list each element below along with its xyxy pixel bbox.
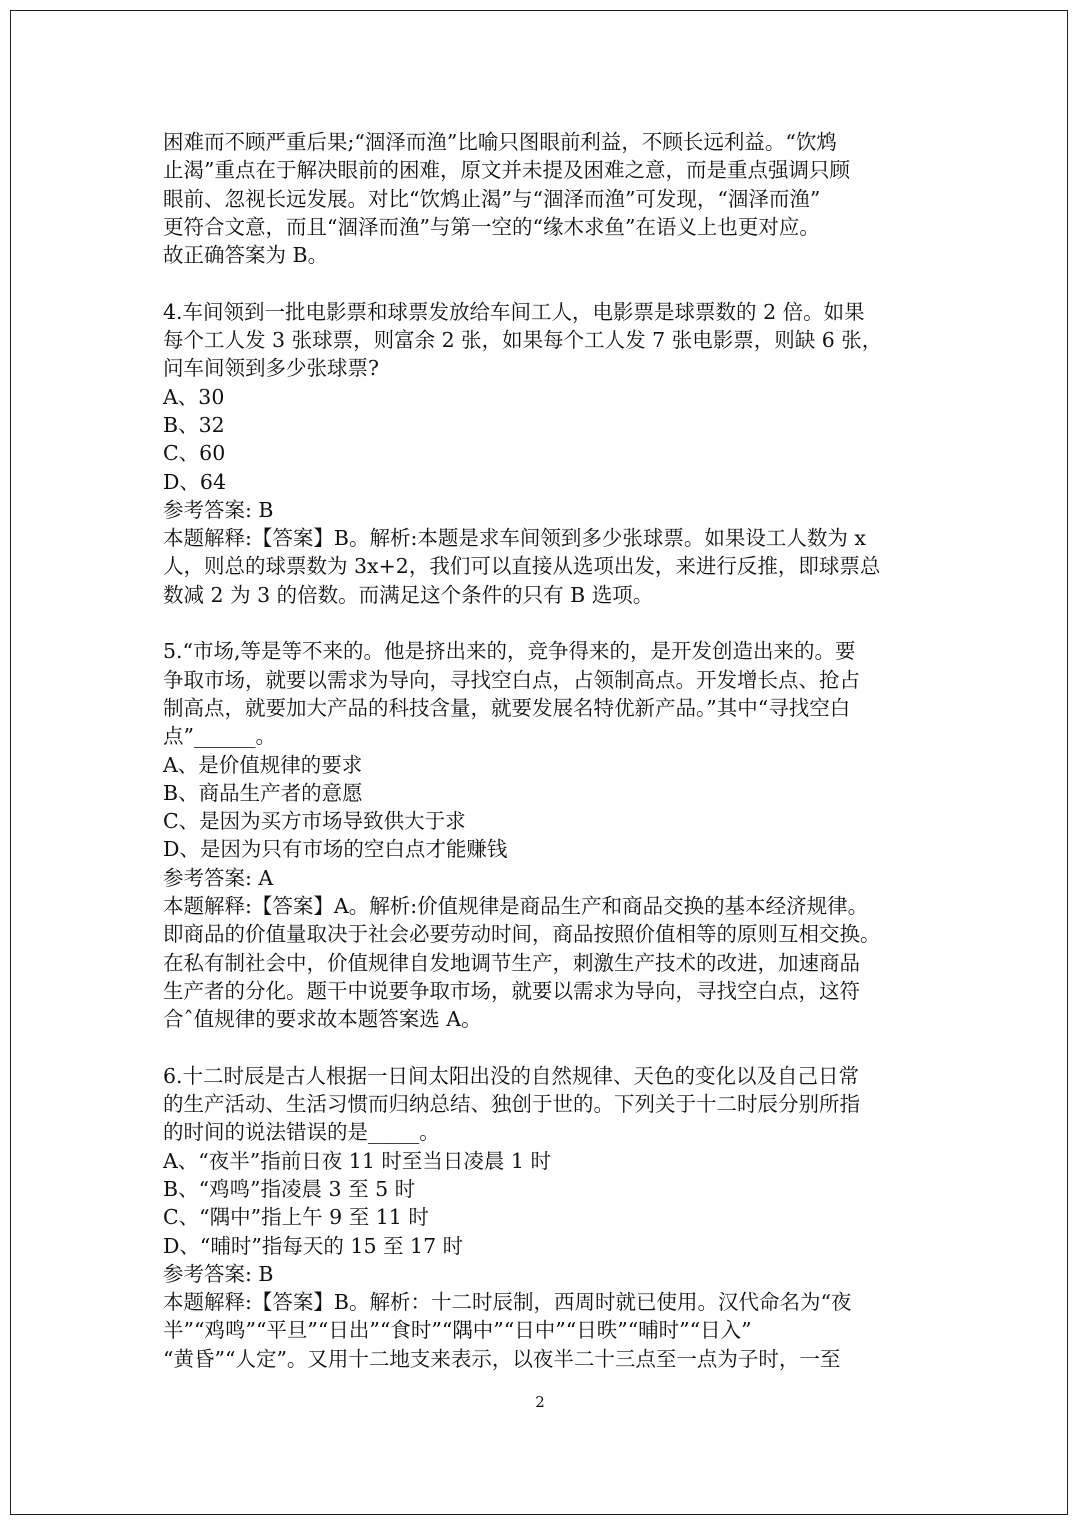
question-6-answer: 参考答案: B (163, 1261, 274, 1286)
question-5-explanation: 在私有制社会中，价值规律自发地调节生产，刺激生产技术的改进，加速商品 (163, 950, 860, 975)
question-6-option-d: D、“晡时”指每天的 15 至 17 时 (163, 1233, 464, 1258)
question-6-option-b: B、“鸡鸣”指凌晨 3 至 5 时 (163, 1176, 416, 1201)
question-4-explanation: 本题解释:【答案】B。解析:本题是求车间领到多少张球票。如果设工人数为 x (163, 526, 866, 551)
text-line: 故正确答案为 B。 (163, 243, 329, 268)
question-5-answer: 参考答案: A (163, 865, 274, 890)
text-line: 眼前、忽视长远发展。对比“饮鸩止渴”与“涸泽而渔”可发现，“涸泽而渔” (163, 186, 821, 211)
paragraph-gap (163, 1034, 933, 1062)
question-6-option-c: C、“隅中”指上午 9 至 11 时 (163, 1205, 429, 1230)
question-5-option-c: C、是因为买方市场导致供大于求 (163, 809, 466, 834)
question-6-option-a: A、“夜半”指前日夜 11 时至当日凌晨 1 时 (163, 1148, 551, 1173)
question-4-stem: 问车间领到多少张球票? (163, 356, 379, 381)
question-4-option-b: B、32 (163, 412, 225, 437)
question-4-option-d: D、64 (163, 469, 227, 494)
question-5-option-b: B、商品生产者的意愿 (163, 780, 363, 805)
question-6-stem: 6.十二时辰是古人根据一日间太阳出没的自然规律、天色的变化以及自己日常 (163, 1063, 860, 1088)
question-5-option-a: A、是价值规律的要求 (163, 752, 363, 777)
question-5-stem: 制高点，就要加大产品的科技含量，就要发展名特优新产品。”其中“寻找空白 (163, 695, 851, 720)
document-body (163, 128, 933, 1373)
question-4-answer: 参考答案: B (163, 497, 274, 522)
page-number: 2 (535, 1393, 545, 1411)
text-line: 更符合文意，而且“涸泽而渔”与第一空的“缘木求鱼”在语义上也更对应。 (163, 214, 820, 239)
question-4-stem: 4.车间领到一批电影票和球票发放给车间工人，电影票是球票数的 2 倍。如果 (163, 299, 865, 324)
question-5-explanation: 生产者的分化。题干中说要争取市场，就要以需求为导向，寻找空白点，这符 (163, 978, 860, 1003)
question-5-explanation: 本题解释:【答案】A。解析:价值规律是商品生产和商品交换的基本经济规律。 (163, 894, 869, 919)
text-line: 止渴”重点在于解决眼前的困难，原文并未提及困难之意，而是重点强调只顾 (163, 158, 850, 183)
paragraph-gap (163, 269, 933, 297)
question-5-option-d: D、是因为只有市场的空白点才能赚钱 (163, 837, 508, 862)
paragraph-gap (163, 609, 933, 637)
question-4-explanation: 数减 2 为 3 的倍数。而满足这个条件的只有 B 选项。 (163, 582, 654, 607)
question-6-stem: 的时间的说法错误的是_____。 (163, 1120, 440, 1145)
question-4-option-a: A、30 (163, 384, 225, 409)
question-5-explanation: 即商品的价值量取决于社会必要劳动时间，商品按照价值相等的原则互相交换。 (163, 922, 881, 947)
question-5-stem: 5.“市场,等是等不来的。他是挤出来的，竞争得来的，是开发创造出来的。要 (163, 639, 856, 664)
question-6-explanation: 半”“鸡鸣”“平旦”“日出”“食时”“隅中”“日中”“日昳”“晡时”“日入” (163, 1318, 752, 1343)
question-4-stem: 每个工人发 3 张球票，则富余 2 张，如果每个工人发 7 张电影票，则缺 6 张， (163, 328, 883, 353)
question-5-stem: 争取市场，就要以需求为导向，寻找空白点，占领制高点。开发增长点、抢占 (163, 667, 860, 692)
question-4-explanation: 人，则总的球票数为 3x+2，我们可以直接从选项出发，来进行反推，即球票总 (163, 554, 881, 579)
question-4-option-c: C、60 (163, 441, 226, 466)
question-5-stem: 点”______。 (163, 724, 276, 749)
question-5-explanation: 合ˆ值规律的要求故本题答案选 A。 (163, 1007, 482, 1032)
text-line: 困难而不顾严重后果;“涸泽而渔”比喻只图眼前利益，不顾长远利益。“饮鸩 (163, 130, 837, 154)
question-6-explanation: 本题解释:【答案】B。解析：十二时辰制，西周时就已使用。汉代命名为“夜 (163, 1290, 852, 1315)
question-6-stem: 的生产活动、生活习惯而归纳总结、独创于世的。下列关于十二时辰分别所指 (163, 1092, 860, 1117)
question-6-explanation: “黄昏”“人定”。又用十二地支来表示，以夜半二十三点至一点为子时，一至 (163, 1346, 841, 1371)
